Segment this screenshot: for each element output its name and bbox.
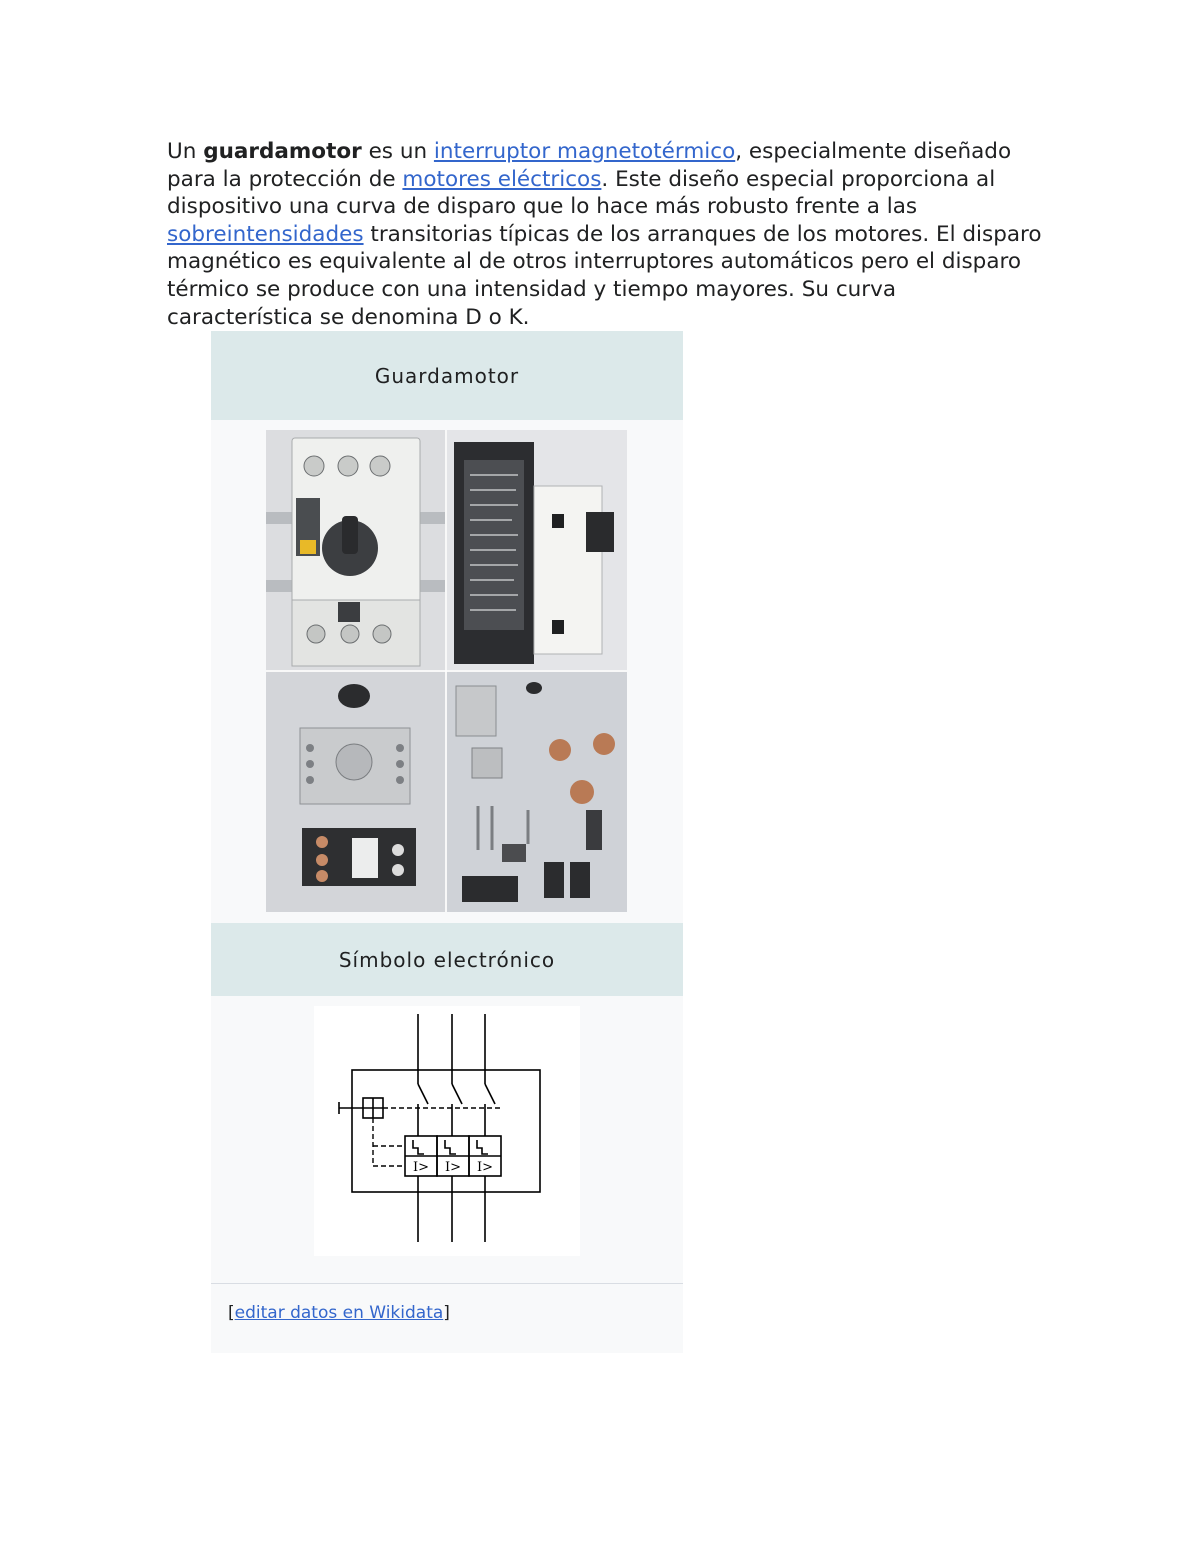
footer-bracket-open: [ [228, 1303, 235, 1323]
guardamotor-photo[interactable] [266, 430, 627, 912]
infobox-title: Guardamotor [211, 331, 683, 420]
article-text-2: es un [361, 139, 434, 164]
article-text-5: transitorias típicas de los arranques de los motores. El disparo magnético es equivalente al de otros interruptores automáticos pero el disparo térmico se produce con una intensidad y tiempo mayores. Su curva característica se denomina D o K. [167, 221, 1042, 330]
electronic-symbol-diagram [314, 1006, 580, 1256]
article-text-4: . Este diseño especial proporciona al dispositivo una curva de disparo que lo hace más robusto frente a las [167, 166, 996, 220]
infobox-divider [211, 1283, 683, 1284]
infobox-footer [228, 1303, 450, 1323]
electronic-symbol[interactable] [314, 1006, 580, 1256]
trip-label-1: I> [412, 1160, 430, 1175]
footer-bracket-close: ] [443, 1303, 450, 1323]
trip-label-3: I> [476, 1160, 494, 1175]
article-paragraph [167, 138, 1047, 331]
trip-label-2: I> [444, 1160, 462, 1175]
link-interruptor-magnetotermico[interactable]: interruptor magnetotérmico [433, 139, 736, 164]
link-sobreintensidades[interactable]: sobreintensidades [167, 221, 364, 247]
link-motores-electricos[interactable]: motores eléctricos [402, 166, 602, 192]
guardamotor-photo-graphic [266, 430, 627, 912]
infobox-section-symbol: Símbolo electrónico [211, 923, 683, 996]
edit-wikidata-link[interactable]: editar datos en Wikidata [234, 1303, 444, 1323]
article-text-3: , especialmente diseñado para la protección de [167, 139, 1012, 192]
infobox [211, 331, 683, 1353]
article-text-1: Un [167, 139, 204, 164]
article-bold-term: guardamotor [203, 139, 362, 164]
